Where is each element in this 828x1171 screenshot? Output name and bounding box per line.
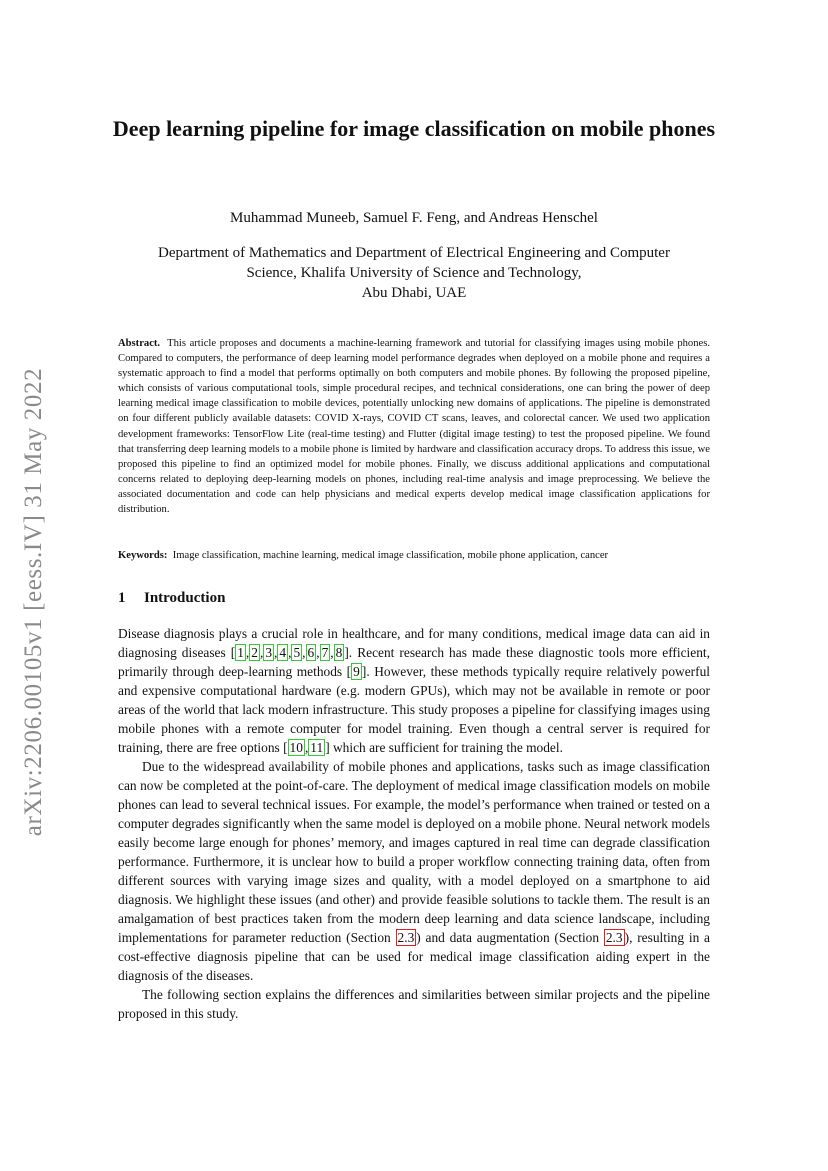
abstract-label: Abstract. — [118, 338, 161, 349]
arxiv-identifier: arXiv:2206.00105v1 [eess.IV] 31 May 2022 — [20, 367, 47, 837]
affiliation-line: Department of Mathematics and Department of Electrical Engineering and Computer — [158, 245, 670, 261]
citation-link[interactable]: 3 — [265, 645, 273, 660]
citation-link[interactable]: 2 — [251, 645, 258, 660]
keywords-label: Keywords: — [118, 550, 168, 561]
section-title: Introduction — [144, 590, 226, 606]
paragraph-text: Due to the widespread availability of mobile phones and applications, tasks such as image classification can now be completed at the point-of-care. The deployment of medical image classification models on mobile phones can lead to several technical issues. For example, the model’s performance when trained or tested on a computer degrades significantly when the same model is deployed on a mobile phone. Neural network models easily become large enough for phones’ memory, and images captured in real time can degrade classification performance. Furthermore, it is unclear how to build a proper workflow connecting training data, often from different sources with varying image sizes and quality, with a model deployed on a smartphone to aid diagnosis. We highlight these issues (and other) and provide feasible solutions to tackle them. The result is an amalgamation of best practices taken from the modern deep learning and data science landscape, including implementations for parameter reduction (Section — [118, 759, 710, 945]
citation-link[interactable]: 6 — [307, 645, 315, 660]
section-ref-link[interactable]: 2.3 — [397, 930, 415, 945]
section-number: 1 — [118, 590, 126, 606]
citation-link[interactable]: 4 — [279, 645, 287, 660]
section-heading — [118, 590, 225, 607]
section-ref-link[interactable]: 2.3 — [605, 930, 623, 945]
abstract-text: This article proposes and documents a machine-learning framework and tutorial for classifying images using mobile phones. Compared to computers, the performance of deep learning model performance degrades when deployed on a mobile phone and requires a systematic approach to find a model that performs optimally on both computers and mobile phones. By following the proposed pipeline, which consists of various computational tools, simple procedural recipes, and technical considerations, one can bring the power of deep learning medical image classification to mobile devices, potentially unlocking new domains of applications. The pipeline is demonstrated on four different publicly available datasets: COVID X-rays, COVID CT scans, leaves, and colorectal cancer. We used two application development frameworks: TensorFlow Lite (real-time testing) and Flutter (digital image testing) to test the proposed pipeline. We found that transferring deep learning models to a mobile phone is limited by hardware and classification accuracy drops. To address this issue, we proposed this pipeline to find an optimized model for mobile phones. Finally, we discuss additional applications and computational concerns related to deploying deep-learning models on phones, including real-time analysis and image preprocessing. We believe the associated documentation and code can help physicians and medical experts develop medical image classification applications for distribution. — [118, 338, 710, 516]
abstract — [118, 336, 710, 517]
citation-link[interactable]: 1 — [237, 645, 244, 660]
paragraph-text: ]. However, these methods typically require relatively powerful and expensive computational hardware (e.g. modern GPUs), which may not be available in remote or poor areas of the world that lack modern infrastructure. This study proposes a pipeline for classifying images using mobile phones with a remote computer for model training. Even though a central server is required for training, there are free options [ — [118, 664, 710, 755]
paragraph-text: ] which are sufficient for training the model. — [325, 740, 563, 755]
paragraph-text: Disease diagnosis plays a crucial role in healthcare, and for many conditions, medical image data can aid in diagnosing diseases [ — [118, 626, 710, 660]
affiliation-line: Science, Khalifa University of Science and Technology, — [246, 265, 582, 281]
paper-title: Deep learning pipeline for image classification on mobile phones — [112, 116, 716, 141]
arxiv-sidebar — [14, 345, 54, 860]
affiliation — [100, 243, 728, 303]
keywords — [118, 548, 710, 563]
paragraph-text: ) and data augmentation (Section — [416, 930, 604, 945]
citation-link[interactable]: 10 — [289, 740, 303, 755]
author-list: Muhammad Muneeb, Samuel F. Feng, and Andreas Henschel — [230, 210, 598, 226]
paragraph-text: ]. Recent research has made these diagnostic tools more efficient, primarily through deep-learning methods [ — [118, 645, 710, 679]
paragraph — [118, 757, 710, 985]
citation-link[interactable]: 8 — [335, 645, 343, 660]
citation-link[interactable]: 7 — [321, 645, 329, 660]
affiliation-line: Abu Dhabi, UAE — [361, 285, 467, 301]
citation-link[interactable]: 11 — [310, 740, 324, 755]
citation-link[interactable]: 5 — [293, 645, 301, 660]
citation-link[interactable]: 9 — [353, 664, 360, 679]
paragraph: Disease diagnosis plays a crucial role in healthcare, and for many conditions, medical image data can aid in diagnosing diseases [ 1 , 2 , 3 , 4 , 5 , 6 , 7 , 8 ]. Recent research has made these diagnostic tools more efficient, primarily through deep-learning methods [ 9 ]. However, these methods typically require relatively powerful and expensive computational hardware (e.g. modern GPUs), which may not be available in remote or poor areas of the world that lack modern infrastructure. This study proposes a pipeline for classifying images using mobile phones with a remote computer for model training. Even though a central server is required for training, there are free options [ 10 , 11 ] which are sufficient for training the model. — [118, 626, 710, 755]
paragraph-text: ), resulting in a cost-effective diagnosis pipeline that can be used for medical image classification aiding expert in the diagnosis of the diseases. — [118, 930, 711, 983]
introduction-body — [118, 624, 710, 1023]
paragraph: The following section explains the differences and similarities between similar projects and the pipeline proposed in this study. — [118, 987, 710, 1021]
keywords-text: Image classification, machine learning, medical image classification, mobile phone application, cancer — [172, 550, 609, 561]
